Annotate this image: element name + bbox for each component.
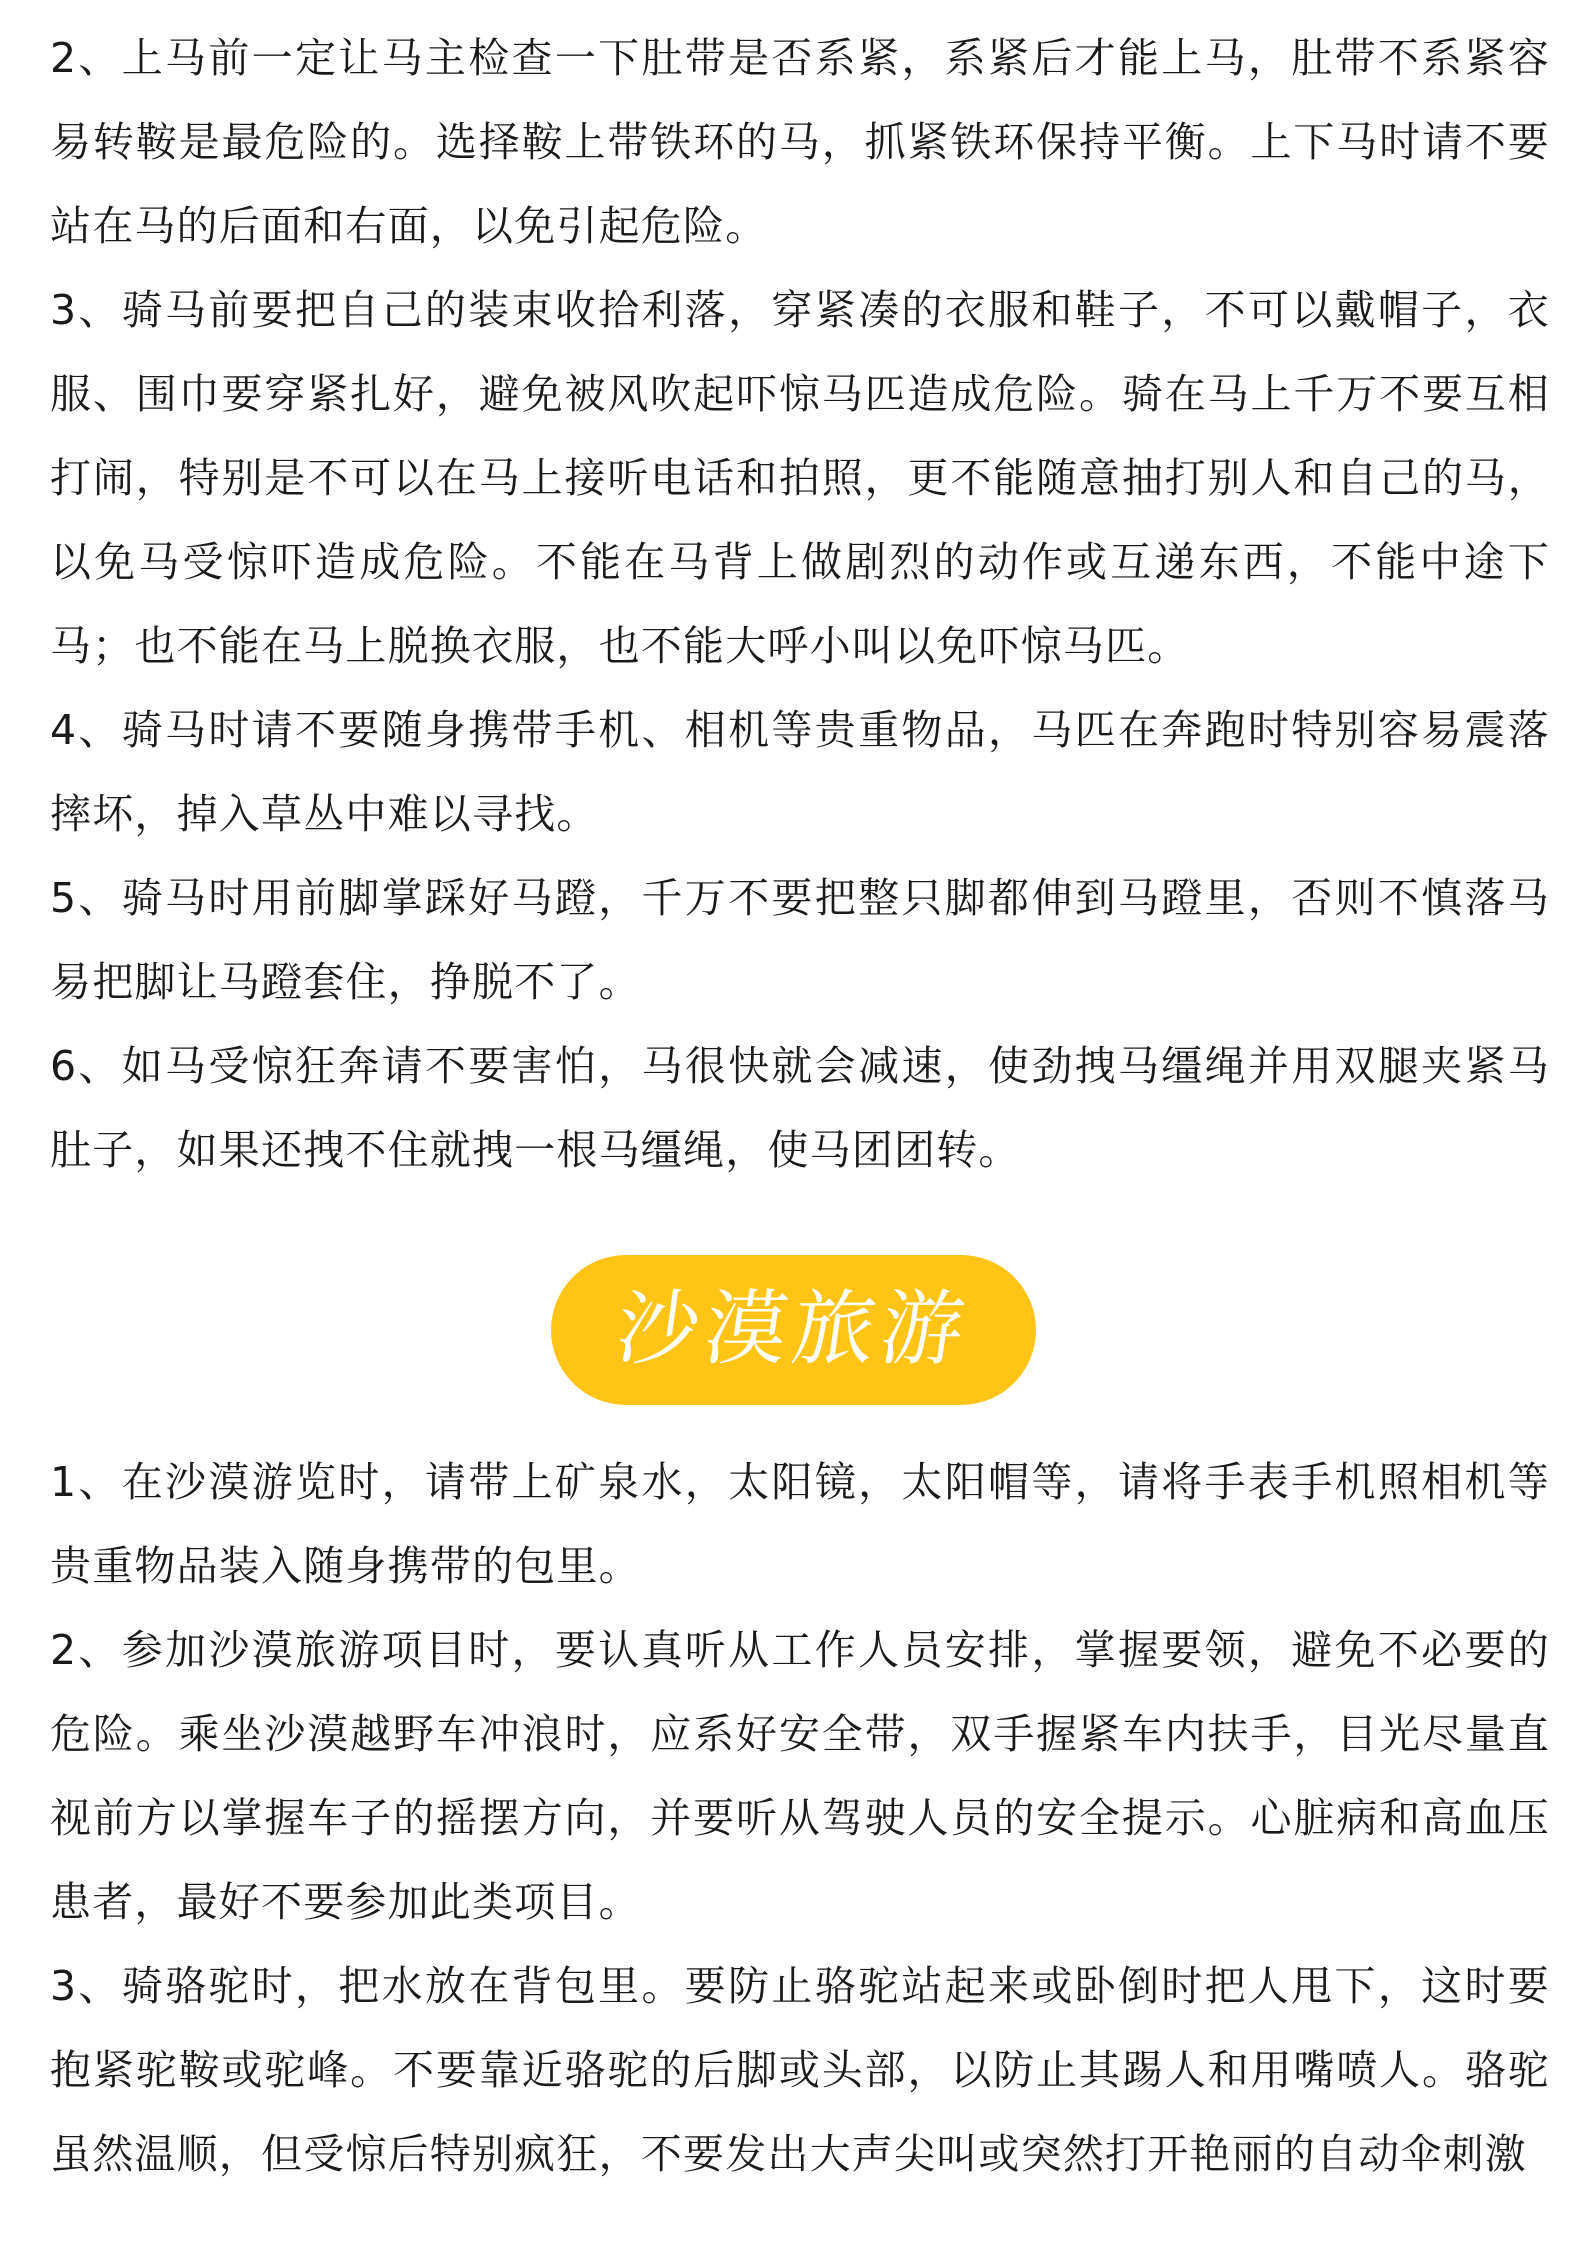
tip-paragraph: 2、上马前一定让马主检查一下肚带是否系紧，系紧后才能上马，肚带不系紧容易转鞍是最危险的。选择鞍上带铁环的马，抓紧铁环保持平衡。上下马时请不要站在马的后面和右面，以免引起危险。 bbox=[50, 34, 1550, 250]
tip-paragraph: 2、参加沙漠旅游项目时，要认真听从工作人员安排，掌握要领，避免不必要的危险。乘坐沙漠越野车冲浪时，应系好安全带，双手握紧车内扶手，目光尽量直视前方以掌握车子的摇摆方向，并要听从驾驶人员的安全提示。心脏病和高血压患者，最好不要参加此类项目。 bbox=[50, 1626, 1550, 1926]
tip-paragraph: 6、如马受惊狂奔请不要害怕，马很快就会减速，使劲拽马缰绳并用双腿夹紧马肚子，如果还拽不住就拽一根马缰绳，使马团团转。 bbox=[50, 1042, 1550, 1174]
section-title-badge bbox=[551, 1255, 1036, 1405]
section-title: 沙漠旅游 bbox=[610, 1282, 977, 1377]
horse-riding-tips bbox=[50, 16, 1550, 1192]
desert-travel-tips bbox=[50, 1440, 1550, 2196]
tip-paragraph: 5、骑马时用前脚掌踩好马蹬，千万不要把整只脚都伸到马蹬里，否则不慎落马易把脚让马蹬套住，挣脱不了。 bbox=[50, 874, 1550, 1006]
tip-paragraph: 1、在沙漠游览时，请带上矿泉水，太阳镜，太阳帽等，请将手表手机照相机等贵重物品装入随身携带的包里。 bbox=[50, 1458, 1550, 1590]
tip-paragraph: 4、骑马时请不要随身携带手机、相机等贵重物品，马匹在奔跑时特别容易震落摔坏，掉入草丛中难以寻找。 bbox=[50, 706, 1550, 838]
section-title-wrapper bbox=[0, 1255, 1587, 1405]
tip-paragraph: 3、骑骆驼时，把水放在背包里。要防止骆驼站起来或卧倒时把人甩下，这时要抱紧驼鞍或驼峰。不要靠近骆驼的后脚或头部，以防止其踢人和用嘴喷人。骆驼虽然温顺，但受惊后特别疯狂，不要发出大声尖叫或突然打开艳丽的自动伞刺激 bbox=[50, 1962, 1550, 2178]
tip-paragraph: 3、骑马前要把自己的装束收拾利落，穿紧凑的衣服和鞋子，不可以戴帽子，衣服、围巾要穿紧扎好，避免被风吹起吓惊马匹造成危险。骑在马上千万不要互相打闹，特别是不可以在马上接听电话和拍照，更不能随意抽打别人和自己的马，以免马受惊吓造成危险。不能在马背上做剧烈的动作或互递东西，不能中途下马；也不能在马上脱换衣服，也不能大呼小叫以免吓惊马匹。 bbox=[50, 286, 1550, 670]
